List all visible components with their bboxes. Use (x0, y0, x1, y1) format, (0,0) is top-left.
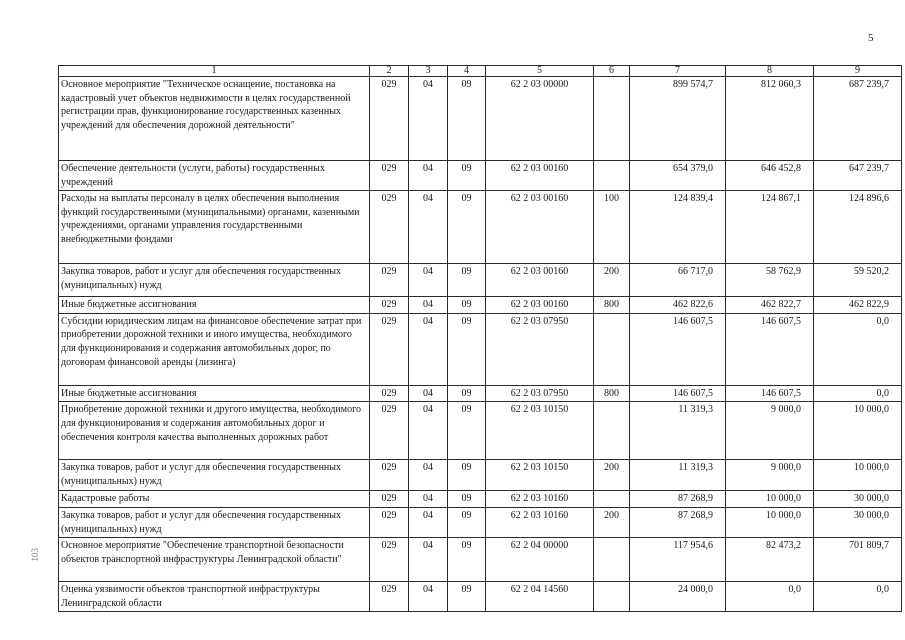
row-target-article-cell: 62 2 03 00160 (486, 264, 594, 297)
row-section-cell: 04 (409, 161, 448, 191)
row-subsection-cell: 09 (448, 460, 486, 491)
row-name-cell: Основное мероприятие "Обеспечение транспортной безопасности объектов транспортной инфраструктуры Ленинградской области" (59, 538, 370, 582)
row-expense-type-cell (594, 313, 630, 385)
row-amount-cell: 11 319,3 (630, 402, 726, 460)
row-amount-cell: 30 000,0 (814, 507, 902, 537)
row-expense-type-cell: 200 (594, 460, 630, 491)
table-row (59, 191, 902, 264)
row-section-cell: 04 (409, 77, 448, 161)
row-name-cell: Обеспечение деятельности (услуги, работы) государственных учреждений (59, 161, 370, 191)
column-header: 7 (630, 66, 726, 77)
row-amount-cell: 59 520,2 (814, 264, 902, 297)
row-amount-cell: 462 822,7 (726, 297, 814, 314)
row-section-cell: 04 (409, 191, 448, 264)
row-target-article-cell: 62 2 04 00000 (486, 538, 594, 582)
column-header: 3 (409, 66, 448, 77)
row-name-cell: Приобретение дорожной техники и другого имущества, необходимого для функционирования и содержания автомобильных дорог и обеспечения контроля качества выполненных дорожных работ (59, 402, 370, 460)
row-amount-cell: 30 000,0 (814, 491, 902, 508)
margin-mark: 103 (30, 548, 40, 562)
row-amount-cell: 10 000,0 (726, 507, 814, 537)
row-section-cell: 04 (409, 491, 448, 508)
row-expense-type-cell (594, 538, 630, 582)
table-header-row (59, 66, 902, 77)
row-amount-cell: 462 822,6 (630, 297, 726, 314)
row-amount-cell: 0,0 (726, 582, 814, 612)
row-section-cell: 04 (409, 538, 448, 582)
row-expense-type-cell: 200 (594, 507, 630, 537)
row-amount-cell: 10 000,0 (726, 491, 814, 508)
row-amount-cell: 701 809,7 (814, 538, 902, 582)
row-name-cell: Кадастровые работы (59, 491, 370, 508)
row-section-cell: 04 (409, 313, 448, 385)
table-row (59, 491, 902, 508)
row-amount-cell: 10 000,0 (814, 402, 902, 460)
row-code-cell: 029 (370, 582, 409, 612)
row-amount-cell: 82 473,2 (726, 538, 814, 582)
row-name-cell: Иные бюджетные ассигнования (59, 385, 370, 402)
row-name-cell: Закупка товаров, работ и услуг для обеспечения государственных (муниципальных) нужд (59, 460, 370, 491)
row-target-article-cell: 62 2 03 07950 (486, 313, 594, 385)
row-subsection-cell: 09 (448, 491, 486, 508)
table-row (59, 402, 902, 460)
row-amount-cell: 124 839,4 (630, 191, 726, 264)
budget-table (58, 65, 902, 612)
row-subsection-cell: 09 (448, 507, 486, 537)
row-name-cell: Основное мероприятие "Техническое оснащение, постановка на кадастровый учет объектов недвижимости в целях государственной регистрации прав, функционирование государственных казенных учреждений для обеспечения дорожной деятельности" (59, 77, 370, 161)
row-amount-cell: 66 717,0 (630, 264, 726, 297)
row-target-article-cell: 62 2 03 07950 (486, 385, 594, 402)
row-target-article-cell: 62 2 03 00160 (486, 297, 594, 314)
row-subsection-cell: 09 (448, 191, 486, 264)
row-amount-cell: 124 867,1 (726, 191, 814, 264)
row-code-cell: 029 (370, 402, 409, 460)
column-header: 9 (814, 66, 902, 77)
row-code-cell: 029 (370, 297, 409, 314)
row-amount-cell: 812 060,3 (726, 77, 814, 161)
table-row (59, 582, 902, 612)
row-target-article-cell: 62 2 03 00000 (486, 77, 594, 161)
row-section-cell: 04 (409, 507, 448, 537)
row-subsection-cell: 09 (448, 297, 486, 314)
row-subsection-cell: 09 (448, 161, 486, 191)
row-amount-cell: 146 607,5 (726, 313, 814, 385)
row-amount-cell: 647 239,7 (814, 161, 902, 191)
row-target-article-cell: 62 2 03 10160 (486, 507, 594, 537)
row-expense-type-cell (594, 161, 630, 191)
row-amount-cell: 0,0 (814, 313, 902, 385)
row-amount-cell: 117 954,6 (630, 538, 726, 582)
row-target-article-cell: 62 2 03 00160 (486, 161, 594, 191)
table-row (59, 77, 902, 161)
row-code-cell: 029 (370, 313, 409, 385)
row-code-cell: 029 (370, 538, 409, 582)
row-section-cell: 04 (409, 297, 448, 314)
row-target-article-cell: 62 2 03 10160 (486, 491, 594, 508)
row-subsection-cell: 09 (448, 77, 486, 161)
row-name-cell: Оценка уязвимости объектов транспортной инфраструктуры Ленинградской области (59, 582, 370, 612)
row-code-cell: 029 (370, 385, 409, 402)
row-subsection-cell: 09 (448, 313, 486, 385)
row-name-cell: Закупка товаров, работ и услуг для обеспечения государственных (муниципальных) нужд (59, 507, 370, 537)
row-section-cell: 04 (409, 402, 448, 460)
table-row (59, 385, 902, 402)
row-subsection-cell: 09 (448, 264, 486, 297)
row-section-cell: 04 (409, 264, 448, 297)
row-section-cell: 04 (409, 460, 448, 491)
row-code-cell: 029 (370, 191, 409, 264)
table-row (59, 297, 902, 314)
row-code-cell: 029 (370, 161, 409, 191)
row-expense-type-cell: 800 (594, 385, 630, 402)
table-row (59, 538, 902, 582)
row-amount-cell: 146 607,5 (630, 313, 726, 385)
row-amount-cell: 11 319,3 (630, 460, 726, 491)
column-header: 8 (726, 66, 814, 77)
row-amount-cell: 0,0 (814, 385, 902, 402)
row-expense-type-cell (594, 491, 630, 508)
row-amount-cell: 462 822,9 (814, 297, 902, 314)
row-expense-type-cell (594, 77, 630, 161)
row-expense-type-cell: 800 (594, 297, 630, 314)
row-code-cell: 029 (370, 77, 409, 161)
row-name-cell: Расходы на выплаты персоналу в целях обеспечения выполнения функций государственными (муниципальными) органами, казенными учреждениями, органами управления государственными внебюджетными фондами (59, 191, 370, 264)
column-header: 1 (59, 66, 370, 77)
row-section-cell: 04 (409, 385, 448, 402)
row-amount-cell: 146 607,5 (726, 385, 814, 402)
row-section-cell: 04 (409, 582, 448, 612)
column-header: 6 (594, 66, 630, 77)
row-amount-cell: 654 379,0 (630, 161, 726, 191)
row-expense-type-cell (594, 582, 630, 612)
row-name-cell: Иные бюджетные ассигнования (59, 297, 370, 314)
row-amount-cell: 0,0 (814, 582, 902, 612)
row-code-cell: 029 (370, 264, 409, 297)
row-name-cell: Субсидии юридическим лицам на финансовое обеспечение затрат при приобретении дорожной техники и иного имущества, необходимого для функционирования и содержания автомобильных дорог, по договорам финансовой аренды (лизинга) (59, 313, 370, 385)
table-row (59, 460, 902, 491)
row-expense-type-cell: 100 (594, 191, 630, 264)
row-target-article-cell: 62 2 03 10150 (486, 460, 594, 491)
row-amount-cell: 687 239,7 (814, 77, 902, 161)
table-row (59, 264, 902, 297)
row-amount-cell: 646 452,8 (726, 161, 814, 191)
row-amount-cell: 87 268,9 (630, 491, 726, 508)
row-target-article-cell: 62 2 03 10150 (486, 402, 594, 460)
row-subsection-cell: 09 (448, 582, 486, 612)
row-expense-type-cell: 200 (594, 264, 630, 297)
column-header: 2 (370, 66, 409, 77)
row-name-cell: Закупка товаров, работ и услуг для обеспечения государственных (муниципальных) нужд (59, 264, 370, 297)
table-row (59, 161, 902, 191)
row-subsection-cell: 09 (448, 538, 486, 582)
table-row (59, 507, 902, 537)
row-subsection-cell: 09 (448, 385, 486, 402)
row-code-cell: 029 (370, 491, 409, 508)
row-target-article-cell: 62 2 04 14560 (486, 582, 594, 612)
row-amount-cell: 899 574,7 (630, 77, 726, 161)
row-amount-cell: 9 000,0 (726, 460, 814, 491)
row-amount-cell: 146 607,5 (630, 385, 726, 402)
column-header: 4 (448, 66, 486, 77)
page-number: 5 (868, 32, 874, 44)
row-amount-cell: 87 268,9 (630, 507, 726, 537)
row-subsection-cell: 09 (448, 402, 486, 460)
row-code-cell: 029 (370, 507, 409, 537)
row-code-cell: 029 (370, 460, 409, 491)
row-amount-cell: 124 896,6 (814, 191, 902, 264)
row-target-article-cell: 62 2 03 00160 (486, 191, 594, 264)
column-header: 5 (486, 66, 594, 77)
table-row (59, 313, 902, 385)
row-expense-type-cell (594, 402, 630, 460)
row-amount-cell: 58 762,9 (726, 264, 814, 297)
row-amount-cell: 24 000,0 (630, 582, 726, 612)
row-amount-cell: 10 000,0 (814, 460, 902, 491)
row-amount-cell: 9 000,0 (726, 402, 814, 460)
